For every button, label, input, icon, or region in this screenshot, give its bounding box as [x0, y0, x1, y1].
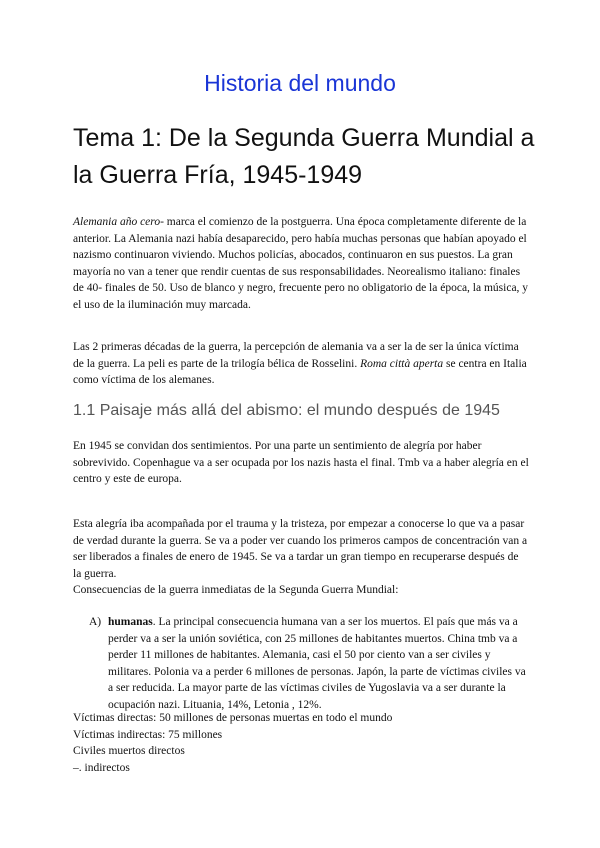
- victim-lines: [73, 710, 529, 776]
- paragraph-intro: [73, 214, 529, 314]
- paragraph-perception-text-b: se centra en Italia como víctima de los alemanes.: [73, 357, 527, 387]
- paragraph-consequences: Consecuencias de la guerra inmediatas de la Segunda Guerra Mundial:: [73, 584, 399, 596]
- film-title-italic: Alemania año cero: [73, 216, 161, 228]
- list-item-text: [108, 614, 529, 714]
- list-item-rest: . La principal consecuencia humana van a ser los muertos. El país que más va a perder va a ser la unión soviética, con 25 millones de habitantes muertos. China tmb va a perder 11 millones de habitantes. Alemania, casi el 50 por ciento van a ser civiles y militares. Polonia va a perder 6 millones de personas. Japón, la parte de víctimas civiles va a ser reducida. La mayor parte de las víctimas civiles de Yugoslavia va a ser durante la ocupación nazi. Lituania, 14%, Letonia , 12%.: [108, 616, 526, 711]
- paragraph-perception-text-a: Las 2 primeras décadas de la guerra, la percepción de alemania va a ser la de ser la única víctima de la guerra. La peli es parte de la trilogía bélica de Rosselini.: [73, 341, 519, 370]
- paragraph-intro-text: - marca el comienzo de la postguerra. Una época completamente diferente de la anterior. La Alemania nazi había desaparecido, pero había muchas personas que habían apoyado el nazismo continuaron viviendo. Muchos policías, abocados, continuaron en sus puestos. La gran mayoría no van a tener que rendir cuentas de sus responsabilidades. Neorealismo italiano: finales de 40- finales de 50. Uso de blanco y negro, frecuente pero no obligatorio de la época, la música, y el uso de la iluminación muy marcada.: [73, 216, 529, 311]
- text-line: Víctimas indirectas: 75 millones: [73, 728, 223, 741]
- paragraph-1945: En 1945 se convidan dos sentimientos. Por una parte un sentimiento de alegría por haber sobrevivido. Copenhague va a ser ocupada por los nazis hasta el final. Tmb va a haber alegría en el centro y este de europa.: [73, 440, 529, 486]
- document-title: Historia del mundo: [204, 70, 396, 96]
- text-line: Civiles muertos directos: [73, 745, 185, 758]
- section-heading: 1.1 Paisaje más allá del abismo: el mundo después de 1945: [73, 402, 500, 419]
- paragraph-trauma: Esta alegría iba acompañada por el trauma y la tristeza, por empezar a conocerse lo que va a pasar de verdad durante la guerra. Se va a poder ver cuando los primeros campos de concentración van a ser liberados a finales de enero de 1945. Se va a tardar un gran tiempo en recuperarse después de la guerra.: [73, 518, 528, 580]
- list-marker: A): [89, 616, 102, 628]
- chapter-title: Tema 1: De la Segunda Guerra Mundial a la Guerra Fría, 1945-1949: [73, 124, 535, 189]
- paragraph-perception: [73, 339, 529, 389]
- film-title-italic-2: Roma città aperta: [360, 357, 444, 370]
- text-line: –. indirectos: [73, 761, 130, 774]
- list-item-bold: humanas: [108, 616, 153, 628]
- text-line: Víctimas directas: 50 millones de personas muertas en todo el mundo: [73, 712, 393, 724]
